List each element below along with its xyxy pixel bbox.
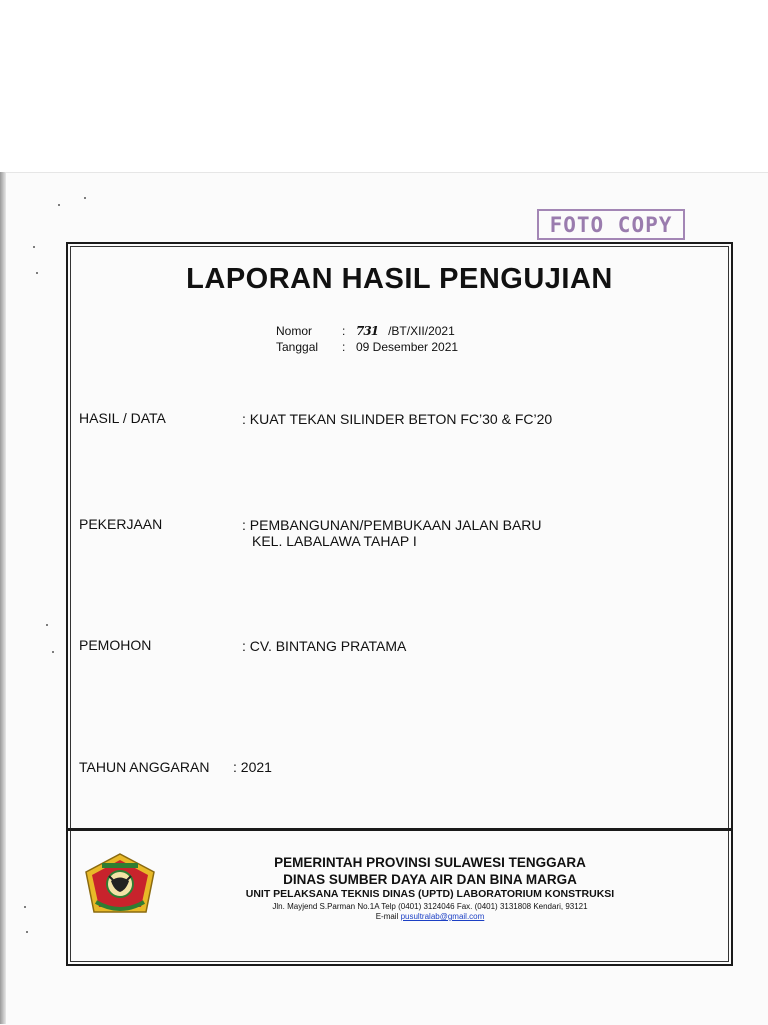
hasil-data-value: : KUAT TEKAN SILINDER BETON FC’30 & FC’20 bbox=[242, 411, 553, 427]
scan-speck bbox=[46, 624, 48, 626]
pekerjaan-value-line1: : PEMBANGUNAN/PEMBUKAAN JALAN BARU bbox=[242, 517, 542, 533]
nomor-handwritten-number: 731 bbox=[356, 324, 379, 338]
nomor-value bbox=[356, 324, 455, 338]
footer-address: Jln. Mayjend S.Parman No.1A Telp (0401) 3124046 Fax. (0401) 3131808 Kendari, 93121 bbox=[272, 902, 588, 911]
hasil-data-label: HASIL / DATA bbox=[79, 410, 166, 426]
report-title: LAPORAN HASIL PENGUJIAN bbox=[186, 263, 613, 295]
scan-speck bbox=[24, 906, 26, 908]
tanggal-colon: : bbox=[342, 340, 346, 354]
scan-speck bbox=[33, 246, 35, 248]
scan-edge-shadow bbox=[0, 172, 6, 1024]
tahun-anggaran-value: : 2021 bbox=[233, 759, 272, 775]
pemohon-label: PEMOHON bbox=[79, 637, 152, 653]
scan-speck bbox=[84, 197, 86, 199]
footer-province: PEMERINTAH PROVINSI SULAWESI TENGGARA bbox=[274, 855, 586, 870]
tanggal-label: Tanggal bbox=[276, 340, 319, 354]
nomor-suffix: /BT/XII/2021 bbox=[388, 324, 455, 338]
tahun-anggaran-label: TAHUN ANGGARAN bbox=[79, 759, 210, 775]
footer-unit: UNIT PELAKSANA TEKNIS DINAS (UPTD) LABORATORIUM KONSTRUKSI bbox=[245, 888, 615, 900]
footer-email-line bbox=[180, 912, 680, 921]
nomor-colon: : bbox=[342, 324, 346, 338]
scan-speck bbox=[52, 651, 54, 653]
pemohon-value: : CV. BINTANG PRATAMA bbox=[242, 638, 407, 654]
footer-agency: DINAS SUMBER DAYA AIR DAN BINA MARGA bbox=[283, 872, 577, 887]
pekerjaan-label: PEKERJAAN bbox=[79, 516, 163, 532]
provincial-emblem-icon bbox=[84, 852, 156, 916]
scan-speck bbox=[58, 204, 60, 206]
tanggal-value: 09 Desember 2021 bbox=[356, 340, 459, 354]
footer-email-label: E-mail bbox=[375, 912, 401, 921]
footer-divider bbox=[66, 828, 733, 831]
footer-email-link[interactable]: pusultralab@gmail.com bbox=[400, 912, 485, 921]
foto-copy-stamp: FOTO COPY bbox=[537, 209, 685, 240]
scan-speck bbox=[36, 272, 38, 274]
pekerjaan-value-line2: KEL. LABALAWA TAHAP I bbox=[252, 533, 417, 549]
nomor-label: Nomor bbox=[276, 324, 313, 338]
scan-speck bbox=[26, 931, 28, 933]
